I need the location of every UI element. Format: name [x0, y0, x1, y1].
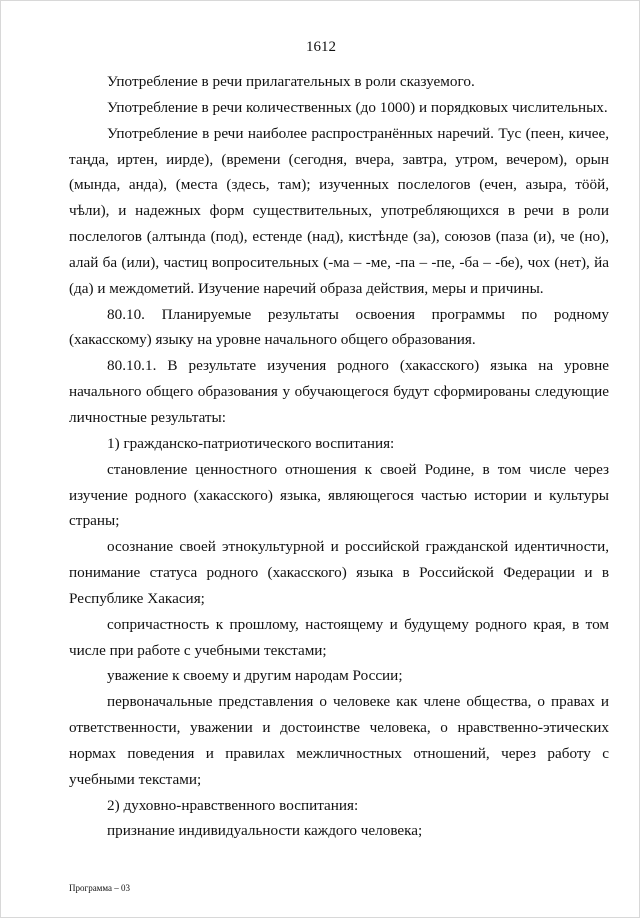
body-text	[69, 69, 609, 844]
list-heading: 1) гражданско-патриотического воспитания:	[107, 434, 395, 452]
page-number: 1612	[306, 39, 336, 55]
list-item: осознание своей этнокультурной и российской гражданской идентичности, понимание статуса родного (хакасского) языка в Российской Федерации и в Республике Хакасия;	[69, 538, 609, 607]
list-item: первоначальные представления о человеке как члене общества, о правах и ответственности, уважении и достоинстве человека, о нравственно-этических нормах поведения и правилах межличностных отношений, через работу с учебными текстами;	[69, 693, 609, 788]
section-heading: 80.10. Планируемые результаты освоения программы по родному (хакасскому) языку на уровне начального общего образования.	[69, 305, 609, 349]
list-item: признание индивидуальности каждого человека;	[107, 822, 423, 840]
footer-label: Программа – 03	[69, 883, 131, 893]
list-item: уважение к своему и другим народам России;	[107, 667, 403, 685]
paragraph: Употребление в речи наиболее распространённых наречий. Тус (пеен, кичее, таңда, иртен, иирде), (времени (сегодня, вчера, завтра, утром, вечером), орын (мында, анда), (места (здесь, там); изученных послелогов (ечен, азыра, тööй, чѣли), и надежных форм существительных, употребляющихся в речи в роли послелогов (алтында (под), естенде (над), кистѣнде (за), союзов (паза (и), че (но), алай ба (или), частиц вопросительных (-ма – -ме, -па – -пе, -ба – -бе), чох (нет), йа (да) и междометий. Изучение наречий образа действия, меры и причины.	[69, 124, 609, 297]
list-item: становление ценностного отношения к своей Родине, в том числе через изучение родного (хакасского) языка, являющегося частью истории и культуры страны;	[69, 460, 609, 530]
paragraph: 80.10.1. В результате изучения родного (хакасского) языка на уровне начального общего образования у обучающегося будут сформированы следующие личностные результаты:	[69, 357, 609, 426]
list-item: сопричастность к прошлому, настоящему и будущему родного края, в том числе при работе с учебными текстами;	[69, 615, 609, 659]
paragraph: Употребление в речи количественных (до 1000) и порядковых числительных.	[107, 98, 608, 116]
list-heading: 2) духовно-нравственного воспитания:	[107, 796, 359, 814]
paragraph: Употребление в речи прилагательных в роли сказуемого.	[107, 73, 475, 90]
